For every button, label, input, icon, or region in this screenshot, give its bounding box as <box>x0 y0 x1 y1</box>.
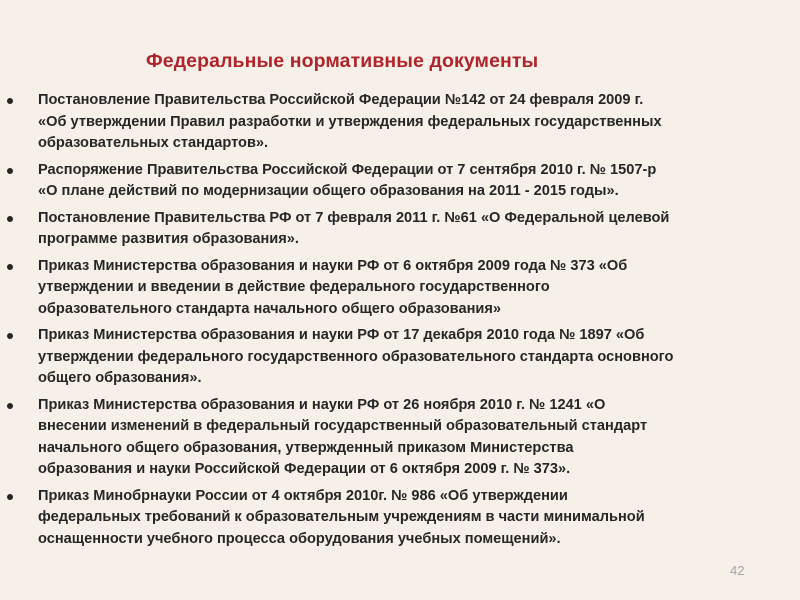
list-item-line: программе развития образования». <box>38 231 299 247</box>
list-item-line: образования и науки Российской Федерации от 6 октября 2009 г. № 373». <box>38 461 571 477</box>
list-item-line: образовательных стандартов». <box>38 135 269 151</box>
list-item-line: утверждении и введении в действие федерального государственного <box>38 279 550 295</box>
list-item <box>0 395 760 481</box>
list-item-line: федеральных требований к образовательным учреждениям в части минимальной <box>38 509 645 525</box>
list-item-line: начального общего образования, утвержденный приказом Министерства <box>38 439 574 456</box>
list-item-line: «Об утверждении Правил разработки и утверждения федеральных государственных <box>38 113 662 130</box>
bullet-icon <box>7 98 13 104</box>
list-item-line: Постановление Правительства РФ от 7 февраля 2011 г. №61 «О Федеральной целевой <box>38 209 670 226</box>
list-item-line: Приказ Минобрнауки России от 4 октября 2010г. № 986 «Об утверждении <box>38 487 568 504</box>
bullet-icon <box>7 333 13 339</box>
list-item-line: Распоряжение Правительства Российской Федерации от 7 сентября 2010 г. № 1507-р <box>38 161 657 178</box>
bullet-icon <box>7 494 13 500</box>
slide-title: Федеральные нормативные документы <box>146 50 539 72</box>
bullet-icon <box>7 216 13 222</box>
list-item-line: оснащенности учебного процесса оборудования учебных помещений». <box>38 530 561 547</box>
list-item-line: утверждении федерального государственного образовательного стандарта основного <box>38 348 674 365</box>
bullet-icon <box>7 403 13 409</box>
list-item-line: Приказ Министерства образования и науки РФ от 6 октября 2009 года № 373 «Об <box>38 257 628 274</box>
list-item <box>0 256 760 321</box>
bullet-icon <box>7 264 13 270</box>
list-item-line: общего образования». <box>38 370 202 386</box>
list-item-line: Приказ Министерства образования и науки РФ от 17 декабря 2010 года № 1897 «Об <box>38 327 645 343</box>
list-item-line: Постановление Правительства Российской Федерации №142 от 24 февраля 2009 г. <box>38 92 644 108</box>
list-item-line: образовательного стандарта начального общего образования» <box>38 300 501 317</box>
list-item <box>0 160 760 203</box>
list-item <box>0 486 760 551</box>
list-item <box>0 208 760 251</box>
list-item <box>0 325 760 390</box>
list-item <box>0 90 760 155</box>
document-list <box>0 90 760 555</box>
page-number: 42 <box>730 563 745 578</box>
bullet-icon <box>7 168 13 174</box>
list-item-line: внесении изменений в федеральный государственный образовательный стандарт <box>38 418 648 434</box>
list-item-line: Приказ Министерства образования и науки РФ от 26 ноября 2010 г. № 1241 «О <box>38 396 606 413</box>
list-item-line: «О плане действий по модернизации общего образования на 2011 - 2015 годы». <box>38 183 619 199</box>
